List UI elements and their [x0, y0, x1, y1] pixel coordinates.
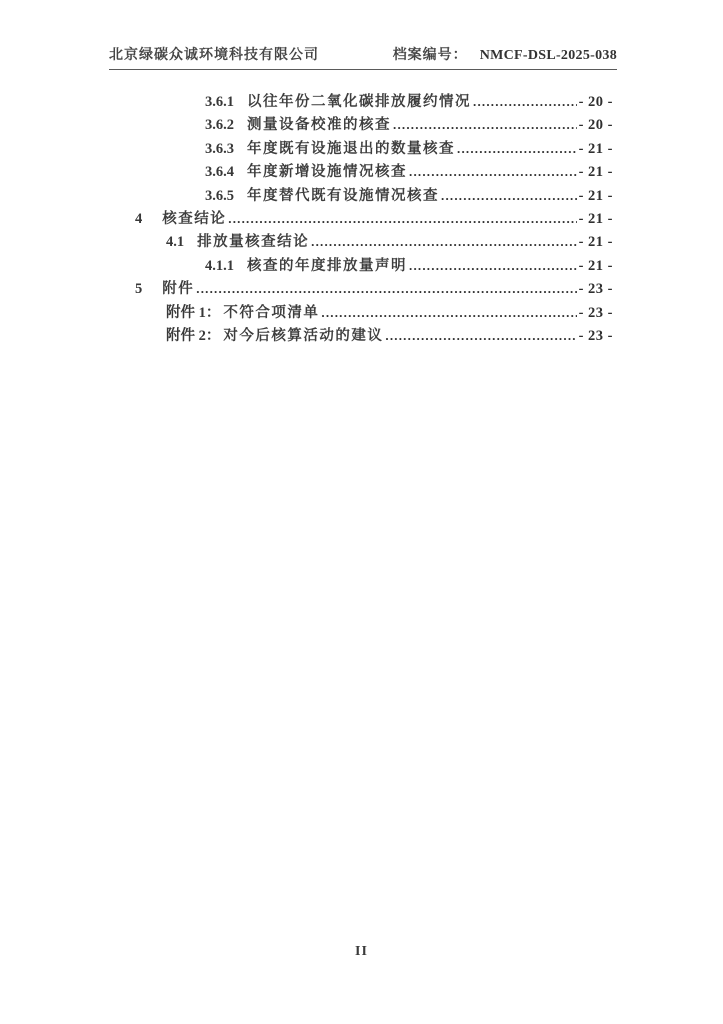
dot-leader — [228, 207, 576, 231]
toc-entry[interactable] — [109, 254, 613, 277]
toc-entry-title: 年度既有设施退出的数量核查 — [247, 140, 455, 157]
toc-entry-page: - 21 - — [578, 164, 613, 181]
page-header — [109, 44, 617, 70]
toc-entry-number: 附件 1： — [166, 304, 221, 321]
toc-entry[interactable] — [109, 90, 613, 113]
toc-entry-number: 4.1 — [166, 234, 185, 251]
toc-entry-page: - 21 - — [578, 187, 613, 204]
toc-entry-number: 3.6.3 — [205, 140, 234, 157]
dot-leader — [441, 184, 577, 208]
toc-entry-number: 3.6.5 — [205, 187, 234, 204]
toc-entry-page: - 21 - — [578, 257, 613, 274]
toc-entry-page: - 21 - — [578, 234, 613, 251]
toc-entry-page: - 21 - — [578, 210, 613, 227]
toc-entry-page: - 23 - — [578, 327, 613, 344]
dot-leader — [409, 160, 577, 184]
toc-entry-title: 附件 — [162, 281, 195, 298]
toc-entry[interactable] — [109, 113, 613, 136]
company-name: 北京绿碳众诚环境科技有限公司 — [109, 48, 319, 63]
dot-leader — [311, 230, 576, 254]
dot-leader — [409, 254, 577, 278]
toc-entry-title: 年度新增设施情况核查 — [247, 164, 407, 181]
toc-entry-number: 4 — [135, 210, 143, 227]
toc-entry-page: - 23 - — [578, 304, 613, 321]
toc-entry-number: 3.6.1 — [205, 94, 234, 110]
toc-entry-number: 5 — [135, 281, 143, 298]
toc-entry-number: 3.6.4 — [205, 164, 234, 181]
dot-leader — [473, 90, 577, 114]
toc-entry[interactable] — [109, 207, 613, 230]
doc-number-value: NMCF-DSL-2025-038 — [479, 48, 617, 63]
toc-entry[interactable] — [109, 184, 613, 207]
toc-entry-number: 附件 2： — [166, 327, 221, 344]
footer-page-number: II — [355, 944, 368, 959]
table-of-contents — [109, 90, 613, 347]
toc-entry-title: 核查的年度排放量声明 — [247, 257, 407, 274]
toc-entry[interactable] — [109, 137, 613, 160]
dot-leader — [385, 324, 576, 348]
toc-entry[interactable] — [109, 301, 613, 324]
toc-entry-page: - 23 - — [578, 281, 613, 298]
doc-number-group — [393, 44, 617, 64]
toc-entry-title: 测量设备校准的核查 — [247, 117, 391, 134]
toc-entry[interactable] — [109, 160, 613, 183]
toc-entry-page: - 20 - — [578, 117, 613, 134]
toc-entry-number: 3.6.2 — [205, 117, 234, 134]
doc-number-label: 档案编号： — [392, 48, 468, 63]
toc-entry-title: 以往年份二氧化碳排放履约情况 — [247, 94, 471, 110]
toc-entry[interactable] — [109, 230, 613, 253]
toc-entry-number: 4.1.1 — [205, 257, 234, 274]
toc-entry-title: 年度替代既有设施情况核查 — [247, 187, 439, 204]
toc-entry-page: - 21 - — [578, 140, 613, 157]
dot-leader — [393, 113, 577, 137]
toc-entry-title: 不符合项清单 — [223, 304, 320, 321]
toc-entry-title: 排放量核查结论 — [197, 234, 310, 251]
toc-entry[interactable] — [109, 277, 613, 300]
dot-leader — [196, 277, 576, 301]
dot-leader — [457, 137, 577, 161]
toc-entry-page: - 20 - — [578, 94, 613, 110]
toc-entry-title: 对今后核算活动的建议 — [223, 327, 384, 344]
dot-leader — [321, 301, 576, 325]
toc-entry-title: 核查结论 — [162, 210, 227, 227]
toc-entry[interactable] — [109, 324, 613, 347]
